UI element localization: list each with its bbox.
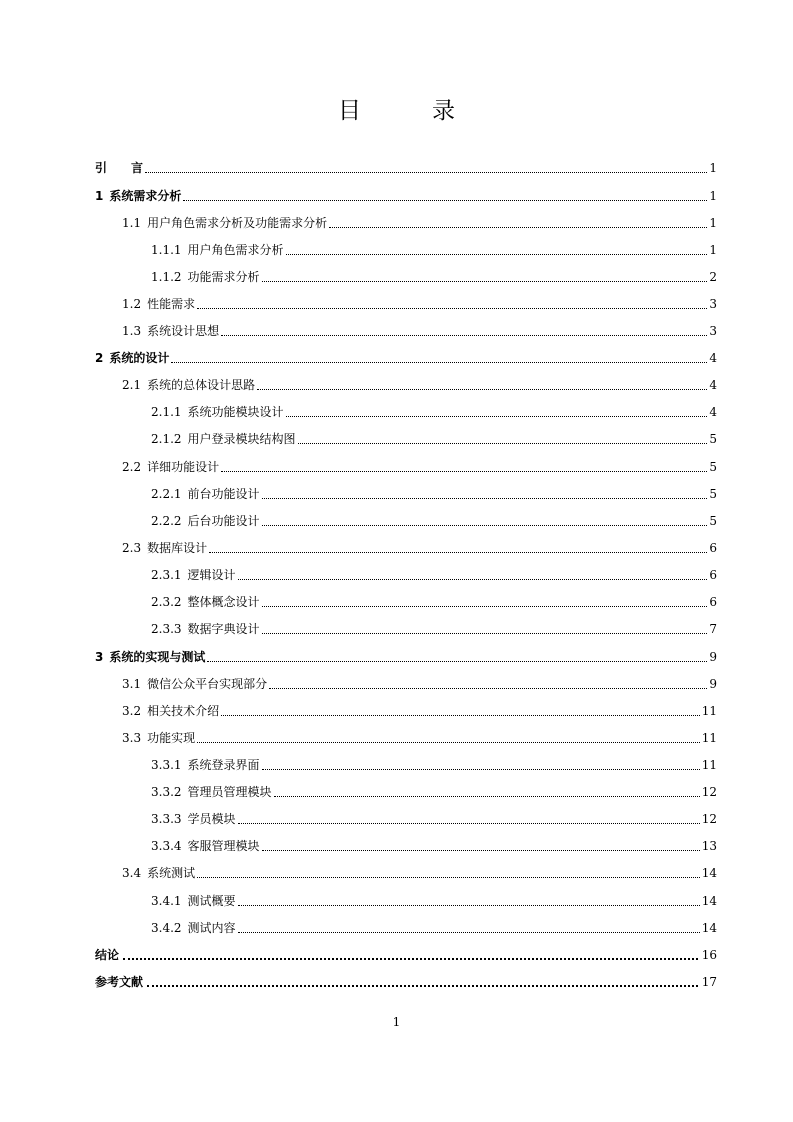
toc-entry-label: 管理员管理模块 <box>187 785 272 799</box>
toc-entry[interactable] <box>0 232 793 258</box>
toc-entry[interactable] <box>0 313 793 339</box>
toc-entry[interactable] <box>0 259 793 285</box>
toc-entry-number: 1 <box>95 189 104 203</box>
toc-entry[interactable] <box>0 286 793 312</box>
toc-dot-leader <box>209 551 707 553</box>
toc-entry[interactable] <box>0 693 793 719</box>
toc-entry-number: 2.3.1 <box>151 568 182 582</box>
toc-entry-label: 数据字典设计 <box>187 622 260 636</box>
toc-dot-leader <box>269 687 707 689</box>
toc-dot-leader <box>145 171 707 173</box>
toc-entry-label: 详细功能设计 <box>147 460 220 474</box>
toc-entry-label: 系统需求分析 <box>109 189 182 203</box>
toc-dot-leader <box>197 741 700 743</box>
toc-entry-page: 13 <box>701 839 717 853</box>
toc-entry-label: 系统设计思想 <box>147 324 220 338</box>
toc-entry[interactable] <box>0 611 793 637</box>
toc-dot-leader <box>262 849 700 851</box>
toc-entry-number: 2.2 <box>122 460 142 474</box>
toc-entry-page: 9 <box>709 677 717 691</box>
toc-entry-number: 2.2.1 <box>151 487 182 501</box>
toc-entry-page: 5 <box>709 432 717 446</box>
toc-entry[interactable] <box>0 530 793 556</box>
toc-entry[interactable] <box>0 449 793 475</box>
toc-dot-leader <box>238 578 707 580</box>
toc-dot-leader <box>207 660 707 662</box>
toc-dot-leader <box>221 714 700 716</box>
toc-entry-label: 系统的实现与测试 <box>109 650 206 664</box>
toc-entry-page: 11 <box>701 731 717 745</box>
toc-dot-leader <box>262 280 707 282</box>
toc-entry-label: 微信公众平台实现部分 <box>147 677 268 691</box>
toc-entry-page: 3 <box>709 324 717 338</box>
toc-entry[interactable] <box>0 205 793 231</box>
toc-entry-number: 3 <box>95 650 104 664</box>
toc-dot-leader <box>238 822 700 824</box>
toc-entry-label: 整体概念设计 <box>187 595 260 609</box>
toc-entry-number: 2.1.1 <box>151 405 182 419</box>
toc-entry-number: 2.3 <box>122 541 142 555</box>
toc-entry-number: 3.4.2 <box>151 921 182 935</box>
toc-entry-page: 1 <box>709 189 717 203</box>
toc-dot-leader <box>197 307 707 309</box>
toc-entry[interactable] <box>0 367 793 393</box>
toc-entry-number: 3.2 <box>122 704 142 718</box>
toc-entry[interactable] <box>0 883 793 909</box>
toc-entry-page: 4 <box>709 378 717 392</box>
toc-entry-number: 3.4.1 <box>151 894 182 908</box>
toc-entry-page: 1 <box>709 161 717 175</box>
toc-entry-label: 性能需求 <box>147 297 196 311</box>
toc-entry-number: 3.3.2 <box>151 785 182 799</box>
toc-entry[interactable] <box>0 801 793 827</box>
toc-entry-label: 参考文献 <box>95 975 144 989</box>
toc-entry-page: 14 <box>701 894 717 908</box>
toc-entry-label: 系统的设计 <box>109 351 170 365</box>
toc-entry[interactable] <box>0 720 793 746</box>
toc-entry-number: 1.1.2 <box>151 270 182 284</box>
toc-entry[interactable] <box>0 747 793 773</box>
toc-entry-page: 12 <box>701 785 717 799</box>
toc-entry-page: 5 <box>709 460 717 474</box>
toc-entry-label: 相关技术介绍 <box>147 704 220 718</box>
toc-entry[interactable] <box>0 855 793 881</box>
toc-entry-label: 测试概要 <box>187 894 236 908</box>
toc-entry[interactable] <box>0 340 793 366</box>
toc-entry-page: 2 <box>709 270 717 284</box>
toc-entry-label: 功能需求分析 <box>187 270 260 284</box>
toc-entry[interactable] <box>0 178 793 204</box>
toc-dot-leader <box>221 334 707 336</box>
toc-entry-page: 9 <box>709 650 717 664</box>
toc-entry[interactable] <box>0 476 793 502</box>
toc-entry[interactable] <box>0 421 793 447</box>
toc-entry[interactable] <box>0 394 793 420</box>
toc-entry[interactable] <box>0 639 793 665</box>
toc-dot-leader <box>257 388 707 390</box>
toc-entry-page: 11 <box>701 704 717 718</box>
toc-dot-leader <box>221 470 707 472</box>
toc-entry-number: 1.1.1 <box>151 243 182 257</box>
toc-entry[interactable] <box>0 503 793 529</box>
toc-dot-leader <box>274 795 700 797</box>
toc-entry[interactable] <box>0 910 793 936</box>
toc-dot-leader <box>329 226 707 228</box>
toc-dot-leader <box>147 984 698 987</box>
toc-dot-leader <box>238 904 700 906</box>
toc-entry-label: 结论 <box>95 948 120 962</box>
toc-entry-label: 功能实现 <box>147 731 196 745</box>
toc-entry-label: 前台功能设计 <box>187 487 260 501</box>
toc-entry-label: 系统的总体设计思路 <box>147 378 256 392</box>
toc-entry-label: 用户角色需求分析 <box>187 243 284 257</box>
toc-entry-page: 6 <box>709 595 717 609</box>
toc-entry-label: 逻辑设计 <box>187 568 236 582</box>
toc-entry-label: 系统登录界面 <box>187 758 260 772</box>
toc-dot-leader <box>262 524 707 526</box>
toc-entry-page: 16 <box>701 948 717 962</box>
toc-dot-leader <box>298 442 707 444</box>
toc-entry[interactable] <box>0 774 793 800</box>
toc-entry-page: 17 <box>701 975 717 989</box>
toc-dot-leader <box>171 361 707 363</box>
toc-entry-number: 1.1 <box>122 216 142 230</box>
toc-entry-label: 系统测试 <box>147 866 196 880</box>
toc-entry-number: 2.1 <box>122 378 142 392</box>
toc-entry-number: 3.1 <box>122 677 142 691</box>
toc-entry-page: 1 <box>709 243 717 257</box>
toc-entry-page: 5 <box>709 514 717 528</box>
toc-entry[interactable] <box>0 937 793 963</box>
toc-entry-page: 4 <box>709 351 717 365</box>
toc-entry-number: 3.3.1 <box>151 758 182 772</box>
toc-entry-page: 1 <box>709 216 717 230</box>
toc-entry[interactable] <box>0 557 793 583</box>
page-title: 目 录 <box>338 98 479 124</box>
toc-entry-page: 6 <box>709 568 717 582</box>
toc-dot-leader <box>262 605 707 607</box>
toc-entry-number: 3.3.3 <box>151 812 182 826</box>
toc-entry[interactable] <box>0 666 793 692</box>
toc-entry-number: 1.2 <box>122 297 142 311</box>
toc-entry-page: 14 <box>701 921 717 935</box>
toc-entry-label: 用户登录模块结构图 <box>187 432 296 446</box>
toc-entry-label: 用户角色需求分析及功能需求分析 <box>147 216 328 230</box>
toc-dot-leader <box>262 497 707 499</box>
toc-dot-leader <box>183 199 707 201</box>
toc-entry-page: 14 <box>701 866 717 880</box>
toc-entry-label: 系统功能模块设计 <box>187 405 284 419</box>
toc-entry-page: 5 <box>709 487 717 501</box>
toc-dot-leader <box>262 768 700 770</box>
toc-entry-page: 4 <box>709 405 717 419</box>
toc-entry[interactable] <box>0 828 793 854</box>
toc-entry-label: 客服管理模块 <box>187 839 260 853</box>
toc-entry-page: 6 <box>709 541 717 555</box>
toc-entry-number: 3.3.4 <box>151 839 182 853</box>
toc-dot-leader <box>123 957 698 960</box>
toc-dot-leader <box>197 876 700 878</box>
toc-entry-number: 2.3.3 <box>151 622 182 636</box>
toc-entry-number: 1.3 <box>122 324 142 338</box>
toc-dot-leader <box>262 632 707 634</box>
toc-dot-leader <box>238 931 700 933</box>
toc-dot-leader <box>286 253 707 255</box>
toc-entry-number: 2.1.2 <box>151 432 182 446</box>
toc-entry-number: 2.3.2 <box>151 595 182 609</box>
toc-entry-label: 数据库设计 <box>147 541 208 555</box>
toc-entry-number: 2 <box>95 351 104 365</box>
toc-entry-number: 2.2.2 <box>151 514 182 528</box>
toc-entry-page: 11 <box>701 758 717 772</box>
toc-dot-leader <box>286 415 707 417</box>
toc-entry-page: 12 <box>701 812 717 826</box>
page-number: 1 <box>392 1015 401 1029</box>
toc-entry-label: 后台功能设计 <box>187 514 260 528</box>
toc-entry-label: 引 言 <box>95 161 144 175</box>
toc-entry[interactable] <box>0 964 793 990</box>
toc-entry[interactable] <box>0 584 793 610</box>
toc-entry-page: 7 <box>709 622 717 636</box>
toc-entry-number: 3.3 <box>122 731 142 745</box>
toc-entry[interactable] <box>0 150 793 176</box>
toc-entry-label: 学员模块 <box>187 812 236 826</box>
toc-entry-number: 3.4 <box>122 866 142 880</box>
toc-entry-page: 3 <box>709 297 717 311</box>
toc-entry-label: 测试内容 <box>187 921 236 935</box>
